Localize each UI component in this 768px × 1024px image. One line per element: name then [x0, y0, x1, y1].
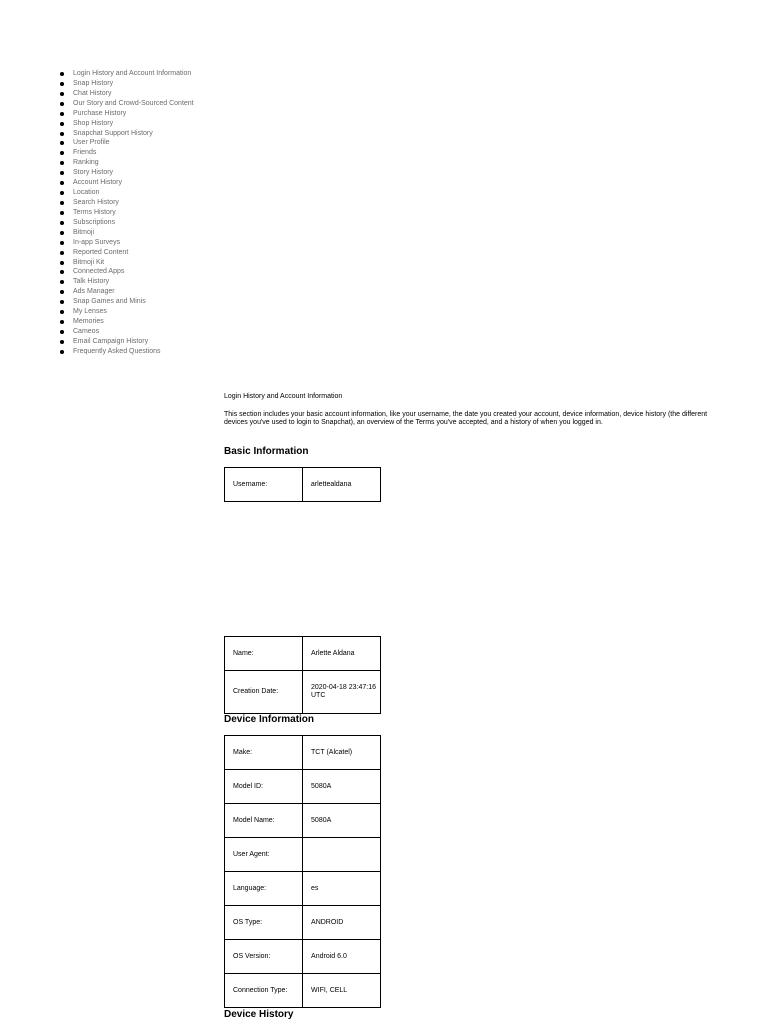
nav-item-snap-history[interactable] [60, 79, 194, 89]
bullet-icon [60, 300, 64, 304]
nav-item-account-history[interactable] [60, 178, 194, 188]
nav-item-label: Snap History [73, 79, 114, 87]
table-row [225, 906, 381, 940]
table-row [225, 872, 381, 906]
nav-item-story-history[interactable] [60, 168, 194, 178]
nav-item-bitmoji[interactable] [60, 228, 194, 238]
nav-item-label: Ranking [73, 159, 99, 167]
device-field-value: 5080A [303, 804, 381, 838]
nav-item-label: Friends [73, 149, 97, 157]
nav-item-label: Search History [73, 198, 119, 206]
nav-item-label: Subscriptions [73, 218, 116, 226]
nav-item-label: Login History and Account Information [73, 70, 192, 77]
nav-item-our-story[interactable] [60, 99, 194, 109]
device-field-value: 5080A [303, 770, 381, 804]
nav-item-label: Bitmoji [73, 228, 95, 236]
section-title: Login History and Account Information [224, 393, 343, 400]
username-value: arlettealdana [302, 468, 380, 502]
nav-item-ranking[interactable] [60, 158, 194, 168]
nav-item-subscriptions[interactable] [60, 218, 194, 228]
nav-item-label: Talk History [73, 278, 110, 286]
bullet-icon [60, 82, 64, 86]
nav-item-label: In-app Surveys [73, 238, 121, 246]
nav-item-label: Frequently Asked Questions [73, 347, 161, 355]
device-field-label: User Agent: [225, 838, 303, 872]
nav-item-label: Ads Manager [73, 288, 115, 296]
nav-item-ads-manager[interactable] [60, 287, 194, 297]
device-field-value [303, 838, 381, 872]
nav-item-talk-history[interactable] [60, 277, 194, 287]
table-row [225, 736, 381, 770]
nav-item-login-history[interactable] [60, 69, 194, 79]
account-details-table [224, 636, 381, 714]
nav-item-bitmoji-kit[interactable] [60, 258, 194, 268]
table-row [225, 804, 381, 838]
nav-item-email-campaign-history[interactable] [60, 337, 194, 347]
nav-item-purchase-history[interactable] [60, 109, 194, 119]
nav-item-label: Snap Games and Minis [73, 298, 146, 306]
nav-item-label: Chat History [73, 89, 112, 97]
bullet-icon [60, 340, 64, 344]
nav-item-label: Memories [73, 318, 104, 326]
table-row [225, 468, 381, 502]
nav-item-label: Reported Content [73, 248, 129, 256]
bullet-icon [60, 280, 64, 284]
device-field-value: ANDROID [303, 906, 381, 940]
name-label: Name: [225, 637, 303, 671]
nav-item-shop-history[interactable] [60, 119, 194, 129]
creation-date-value: 2020-04-18 23:47:16 UTC [302, 671, 380, 714]
bullet-icon [60, 231, 64, 235]
bullet-icon [60, 350, 64, 354]
bullet-icon [60, 310, 64, 314]
device-field-label: OS Type: [225, 906, 303, 940]
nav-item-label: Purchase History [73, 109, 127, 117]
nav-item-location[interactable] [60, 188, 194, 198]
main-content [224, 392, 724, 427]
device-information-table [224, 735, 381, 1008]
nav-item-label: Story History [73, 169, 114, 177]
device-field-label: Model Name: [225, 804, 303, 838]
section-nav [60, 69, 194, 357]
nav-item-terms-history[interactable] [60, 208, 194, 218]
bullet-icon [60, 132, 64, 136]
bullet-icon [60, 92, 64, 96]
nav-item-user-profile[interactable] [60, 138, 194, 148]
device-field-label: Model ID: [225, 770, 303, 804]
bullet-icon [60, 211, 64, 215]
nav-item-label: Snapchat Support History [73, 129, 153, 137]
device-field-label: Language: [225, 872, 303, 906]
nav-item-label: Account History [73, 179, 123, 187]
bullet-icon [60, 261, 64, 265]
nav-item-in-app-surveys[interactable] [60, 238, 194, 248]
nav-item-label: Terms History [73, 208, 116, 216]
device-field-value: WIFI, CELL [303, 974, 381, 1008]
nav-item-label: My Lenses [73, 308, 107, 316]
nav-item-label: Email Campaign History [73, 337, 149, 345]
username-table [224, 467, 381, 502]
bullet-icon [60, 151, 64, 155]
bullet-icon [60, 141, 64, 145]
bullet-icon [60, 251, 64, 255]
bullet-icon [60, 270, 64, 274]
section-intro: This section includes your basic account information, like your username, the date you created your account, device information, device history (the different devices you've used to login to Snapchat), an overview of the Terms you've accepted, and a history of when you logged in. [224, 411, 708, 426]
nav-item-support-history[interactable] [60, 129, 194, 139]
nav-item-label: Cameos [73, 327, 100, 335]
bullet-icon [60, 181, 64, 185]
nav-item-label: Bitmoji Kit [73, 258, 105, 266]
bullet-icon [60, 320, 64, 324]
bullet-icon [60, 221, 64, 225]
bullet-icon [60, 290, 64, 294]
nav-item-reported-content[interactable] [60, 248, 194, 258]
table-row [225, 770, 381, 804]
nav-item-friends[interactable] [60, 148, 194, 158]
nav-item-label: Shop History [73, 119, 114, 127]
bullet-icon [60, 72, 64, 76]
device-field-label: OS Version: [225, 940, 303, 974]
table-row [225, 671, 381, 714]
nav-item-label: Our Story and Crowd-Sourced Content [73, 99, 194, 107]
table-row [225, 838, 381, 872]
nav-item-snap-games[interactable] [60, 297, 194, 307]
bullet-icon [60, 122, 64, 126]
device-field-label: Connection Type: [225, 974, 303, 1008]
device-field-value: es [303, 872, 381, 906]
nav-item-label: User Profile [73, 139, 110, 147]
nav-item-label: Location [73, 189, 100, 197]
creation-date-label: Creation Date: [225, 671, 303, 714]
nav-item-my-lenses[interactable] [60, 307, 194, 317]
table-row [225, 940, 381, 974]
nav-item-memories[interactable] [60, 317, 194, 327]
bullet-icon [60, 191, 64, 195]
name-value: Arlette Aldana [302, 637, 380, 671]
bullet-icon [60, 161, 64, 165]
bullet-icon [60, 201, 64, 205]
bullet-icon [60, 241, 64, 245]
nav-item-connected-apps[interactable] [60, 267, 194, 277]
bullet-icon [60, 171, 64, 175]
device-field-value: TCT (Alcatel) [303, 736, 381, 770]
nav-item-chat-history[interactable] [60, 89, 194, 99]
nav-item-cameos[interactable] [60, 327, 194, 337]
device-field-label: Make: [225, 736, 303, 770]
table-row [225, 974, 381, 1008]
bullet-icon [60, 112, 64, 116]
nav-item-search-history[interactable] [60, 198, 194, 208]
username-label: Username: [225, 468, 303, 502]
basic-information-heading: Basic Information [224, 446, 309, 457]
nav-item-label: Connected Apps [73, 268, 125, 276]
bullet-icon [60, 102, 64, 106]
table-row [225, 637, 381, 671]
device-field-value: Android 6.0 [303, 940, 381, 974]
nav-item-faq[interactable] [60, 347, 194, 357]
device-information-heading: Device Information [224, 714, 315, 725]
bullet-icon [60, 330, 64, 334]
device-history-heading: Device History [224, 1009, 294, 1020]
